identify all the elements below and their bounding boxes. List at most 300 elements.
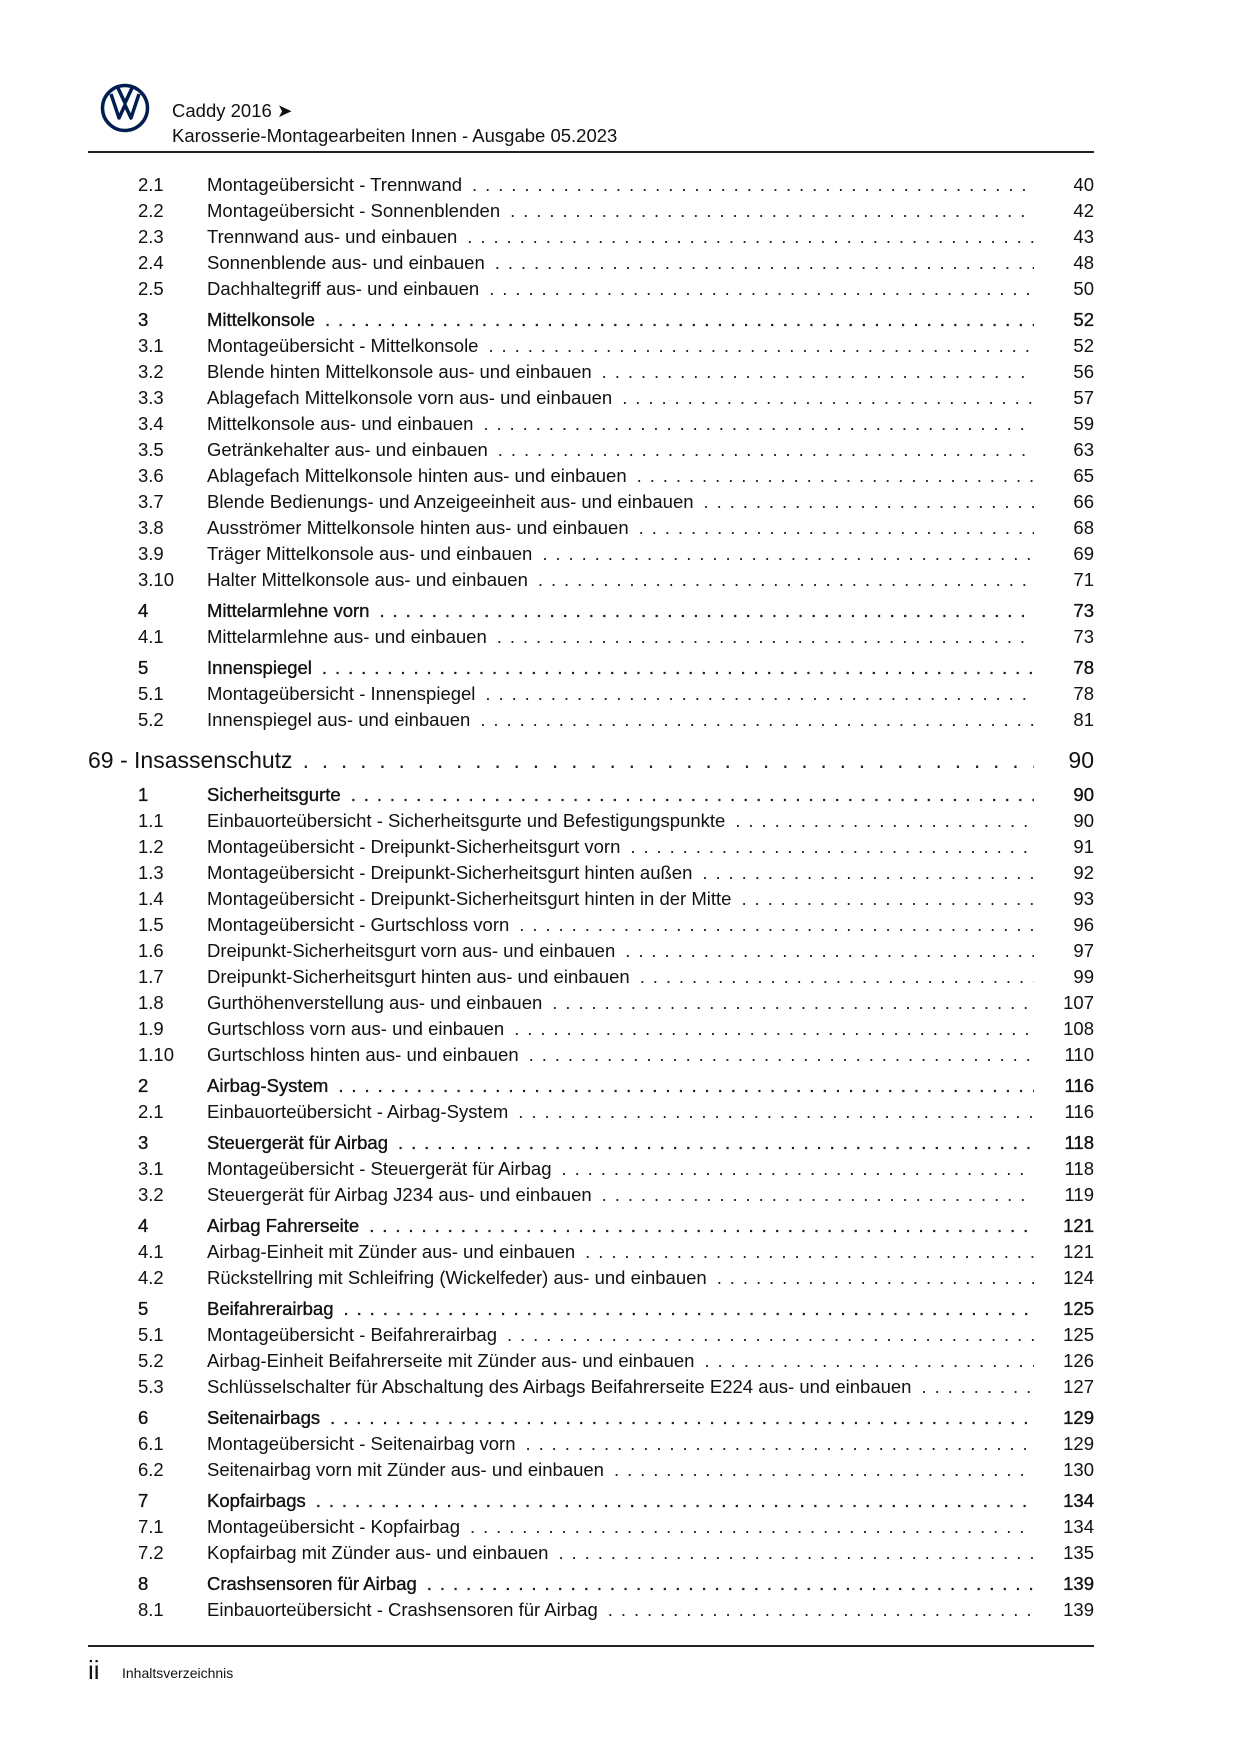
- toc-entry-title[interactable]: Trennwand aus- und einbauen: [207, 226, 458, 247]
- toc-entry-title[interactable]: Airbag-System: [207, 1075, 329, 1096]
- toc-entry-number: 3: [138, 309, 149, 330]
- toc-title-leader: [207, 1213, 1034, 1239]
- toc-entry[interactable]: [88, 276, 1094, 302]
- toc-page-number[interactable]: 52: [1073, 309, 1094, 330]
- toc-entry-number: 5.1: [138, 1324, 164, 1345]
- toc-title-leader: [207, 1597, 1034, 1623]
- toc-entry-title[interactable]: Blende Bedienungs- und Anzeigeeinheit aus- und einbauen: [207, 491, 694, 512]
- toc-page-number[interactable]: 66: [1073, 491, 1094, 512]
- toc-page-number[interactable]: 97: [1073, 940, 1094, 961]
- dot-leader: [717, 1265, 1034, 1291]
- page-number: ii: [88, 1655, 100, 1685]
- toc-entry-title[interactable]: Innenspiegel aus- und einbauen: [207, 709, 471, 730]
- toc-entry-title[interactable]: Mittelarmlehne vorn: [207, 600, 370, 621]
- toc-entry[interactable]: [88, 886, 1094, 912]
- toc-entry-title[interactable]: Dreipunkt-Sicherheitsgurt vorn aus- und einbauen: [207, 940, 616, 961]
- toc-title-leader: [207, 1296, 1034, 1322]
- dot-leader: [704, 1348, 1034, 1374]
- toc-entry-number: 3.1: [138, 335, 164, 356]
- toc-entry[interactable]: [88, 624, 1094, 650]
- dot-leader: [316, 1488, 1034, 1514]
- toc-entry-number: 7: [138, 1490, 149, 1511]
- toc-title-leader: [207, 1130, 1034, 1156]
- dot-leader: [497, 624, 1034, 650]
- toc-title-leader: [207, 172, 1034, 198]
- dot-leader: [625, 938, 1034, 964]
- toc-page-number[interactable]: 40: [1073, 174, 1094, 195]
- toc-title-leader: [207, 808, 1034, 834]
- dot-leader: [344, 1296, 1035, 1322]
- toc-entry-number: 1.9: [138, 1018, 164, 1039]
- dot-leader: [637, 463, 1034, 489]
- toc-entry[interactable]: [88, 912, 1094, 938]
- toc-entry-title[interactable]: Montageübersicht - Mittelkonsole: [207, 335, 479, 356]
- toc-entry[interactable]: [88, 1348, 1094, 1374]
- dot-leader: [485, 681, 1034, 707]
- dot-leader: [427, 1571, 1034, 1597]
- toc-entry-title[interactable]: Rückstellring mit Schleifring (Wickelfeder) aus- und einbauen: [207, 1267, 707, 1288]
- dot-leader: [640, 964, 1034, 990]
- toc-entry-title[interactable]: Montageübersicht - Beifahrerairbag: [207, 1324, 497, 1345]
- toc-entry-title[interactable]: Sicherheitsgurte: [207, 784, 341, 805]
- toc-title-leader: [207, 1348, 1034, 1374]
- dot-leader: [608, 1597, 1034, 1623]
- toc-page-number[interactable]: 108: [1063, 1018, 1094, 1039]
- toc-entry-title[interactable]: Schlüsselschalter für Abschaltung des Airbags Beifahrerseite E224 aus- und einbauen: [207, 1376, 912, 1397]
- dot-leader: [510, 198, 1034, 224]
- toc-entry-title[interactable]: Innenspiegel: [207, 657, 312, 678]
- toc-entry-title[interactable]: Einbauorteübersicht - Crashsensoren für Airbag: [207, 1599, 598, 1620]
- toc-entry-number: 2.1: [138, 1101, 164, 1122]
- toc-title-leader: [207, 886, 1034, 912]
- toc-section[interactable]: [88, 782, 1094, 808]
- dot-leader: [538, 567, 1034, 593]
- toc-entry-number: 4: [138, 1215, 149, 1236]
- toc-title-leader: [207, 912, 1034, 938]
- toc-entry[interactable]: [88, 1042, 1094, 1068]
- toc-entry-number: 1: [138, 784, 149, 805]
- toc-entry-title[interactable]: Steuergerät für Airbag: [207, 1132, 388, 1153]
- toc-entry-number: 3.3: [138, 387, 164, 408]
- toc-page-number[interactable]: 68: [1073, 517, 1094, 538]
- toc-page-number[interactable]: 59: [1073, 413, 1094, 434]
- toc-page-number[interactable]: 65: [1073, 465, 1094, 486]
- toc-title-leader: [207, 463, 1034, 489]
- toc-entry-title[interactable]: Ausströmer Mittelkonsole hinten aus- und einbauen: [207, 517, 629, 538]
- toc-page-number[interactable]: 125: [1063, 1298, 1094, 1319]
- toc-entry-title[interactable]: Montageübersicht - Innenspiegel: [207, 683, 476, 704]
- toc-entry-number: 1.2: [138, 836, 164, 857]
- toc-entry[interactable]: [88, 411, 1094, 437]
- toc-entry-title[interactable]: Blende hinten Mittelkonsole aus- und einbauen: [207, 361, 592, 382]
- toc-entry[interactable]: [88, 1322, 1094, 1348]
- toc-entry-number: 4.2: [138, 1267, 164, 1288]
- dot-leader: [542, 541, 1034, 567]
- toc-entry-number: 5.2: [138, 1350, 164, 1371]
- toc-title-leader: [207, 250, 1034, 276]
- toc-entry[interactable]: [88, 707, 1094, 733]
- dot-leader: [622, 385, 1034, 411]
- toc-entry-number: 3.9: [138, 543, 164, 564]
- toc-title-leader: [207, 681, 1034, 707]
- toc-entry-title[interactable]: Getränkehalter aus- und einbauen: [207, 439, 488, 460]
- toc-entry-number: 1.1: [138, 810, 164, 831]
- toc-page-number[interactable]: 93: [1073, 888, 1094, 909]
- toc-title-leader: [207, 567, 1034, 593]
- toc-entry-title[interactable]: Airbag-Einheit mit Zünder aus- und einbauen: [207, 1241, 576, 1262]
- toc-entry[interactable]: [88, 333, 1094, 359]
- toc-entry[interactable]: [88, 567, 1094, 593]
- toc-title-leader: [207, 1514, 1034, 1540]
- toc-entry-title[interactable]: Crashsensoren für Airbag: [207, 1573, 417, 1594]
- dot-leader: [322, 655, 1034, 681]
- dot-leader: [379, 598, 1034, 624]
- toc-entry[interactable]: [88, 172, 1094, 198]
- toc-entry-number: 7.1: [138, 1516, 164, 1537]
- toc-title-leader: [207, 964, 1034, 990]
- dot-leader: [921, 1374, 1034, 1400]
- footer-divider: [88, 1645, 1094, 1647]
- toc-page-number[interactable]: 129: [1063, 1433, 1094, 1454]
- toc-page-number[interactable]: 78: [1073, 683, 1094, 704]
- dot-leader: [519, 912, 1034, 938]
- document-title: Caddy 2016 ➤: [172, 100, 293, 121]
- toc-entry-title[interactable]: Mittelarmlehne aus- und einbauen: [207, 626, 487, 647]
- toc-page-number[interactable]: 78: [1073, 657, 1094, 678]
- toc-title-leader: [207, 598, 1034, 624]
- dot-leader: [585, 1239, 1034, 1265]
- toc-page-number[interactable]: 121: [1063, 1215, 1094, 1236]
- toc-entry-number: 2.2: [138, 200, 164, 221]
- footer-label: Inhaltsverzeichnis: [122, 1665, 234, 1681]
- toc-page-number[interactable]: 52: [1073, 335, 1094, 356]
- toc-entry[interactable]: [88, 808, 1094, 834]
- toc-title-leader: [207, 990, 1034, 1016]
- toc-entry-title[interactable]: Montageübersicht - Steuergerät für Airbag: [207, 1158, 552, 1179]
- toc-entry-number: 5.3: [138, 1376, 164, 1397]
- toc-title-leader: [207, 1322, 1034, 1348]
- toc-page-number[interactable]: 116: [1064, 1075, 1094, 1096]
- toc-entry-number: 3: [138, 1132, 149, 1153]
- toc-entry-title[interactable]: Mittelkonsole: [207, 309, 315, 330]
- toc-entry-title[interactable]: Gurtschloss hinten aus- und einbauen: [207, 1044, 519, 1065]
- toc-entry-title[interactable]: Dreipunkt-Sicherheitsgurt hinten aus- und einbauen: [207, 966, 630, 987]
- toc-title-leader: [207, 834, 1034, 860]
- toc-entry[interactable]: [88, 198, 1094, 224]
- toc-title-leader: [207, 359, 1034, 385]
- toc-page-number[interactable]: 69: [1073, 543, 1094, 564]
- toc-page-number[interactable]: 57: [1073, 387, 1094, 408]
- toc-page-number[interactable]: 110: [1064, 1044, 1094, 1065]
- toc-entry[interactable]: [88, 860, 1094, 886]
- toc-page-number[interactable]: 71: [1073, 569, 1094, 590]
- toc-title-leader: [88, 743, 1034, 777]
- toc-title-leader: [207, 541, 1034, 567]
- toc-entry[interactable]: [88, 1156, 1094, 1182]
- toc-entry-title[interactable]: Seitenairbag vorn mit Zünder aus- und einbauen: [207, 1459, 604, 1480]
- toc-title-leader: [207, 515, 1034, 541]
- dot-leader: [325, 307, 1034, 333]
- toc-page-number[interactable]: 63: [1073, 439, 1094, 460]
- dot-leader: [488, 333, 1034, 359]
- toc-entry-title[interactable]: Montageübersicht - Kopfairbag: [207, 1516, 460, 1537]
- toc-page-number[interactable]: 81: [1073, 709, 1094, 730]
- toc-entry[interactable]: [88, 541, 1094, 567]
- toc-title-leader: [207, 1156, 1034, 1182]
- toc-entry-title[interactable]: Mittelkonsole aus- und einbauen: [207, 413, 474, 434]
- toc-page-number[interactable]: 139: [1063, 1599, 1094, 1620]
- dot-leader: [483, 411, 1034, 437]
- dot-leader: [470, 1514, 1034, 1540]
- toc-entry-number: 1.6: [138, 940, 164, 961]
- toc-page-number[interactable]: 99: [1073, 966, 1094, 987]
- toc-entry-number: 1.5: [138, 914, 164, 935]
- table-of-contents: [88, 172, 1094, 1623]
- toc-page-number[interactable]: 118: [1064, 1158, 1094, 1179]
- toc-page-number[interactable]: 127: [1063, 1376, 1094, 1397]
- toc-entry[interactable]: [88, 834, 1094, 860]
- toc-page-number[interactable]: 134: [1063, 1516, 1094, 1537]
- toc-page-number[interactable]: 124: [1063, 1267, 1094, 1288]
- toc-page-number[interactable]: 90: [1068, 747, 1094, 773]
- toc-page-number[interactable]: 96: [1073, 914, 1094, 935]
- toc-section[interactable]: [88, 598, 1094, 624]
- toc-entry-title[interactable]: Montageübersicht - Sonnenblenden: [207, 200, 501, 221]
- toc-entry[interactable]: [88, 437, 1094, 463]
- toc-title-leader: [207, 1239, 1034, 1265]
- toc-entry-number: 2.4: [138, 252, 164, 273]
- toc-entry-number: 3.7: [138, 491, 164, 512]
- toc-entry-title[interactable]: Beifahrerairbag: [207, 1298, 334, 1319]
- dot-leader: [602, 1182, 1034, 1208]
- toc-entry-number: 3.2: [138, 1184, 164, 1205]
- toc-entry-number: 5.2: [138, 709, 164, 730]
- document-subtitle: Karosserie-Montagearbeiten Innen - Ausgabe 05.2023: [172, 125, 618, 146]
- toc-section[interactable]: [88, 1405, 1094, 1431]
- toc-page-number[interactable]: 116: [1064, 1101, 1094, 1122]
- dot-leader: [526, 1431, 1034, 1457]
- dot-leader: [495, 250, 1034, 276]
- toc-entry-number: 1.8: [138, 992, 164, 1013]
- toc-entry-number: 2.3: [138, 226, 164, 247]
- toc-entry[interactable]: [88, 1182, 1094, 1208]
- toc-page-number[interactable]: 50: [1073, 278, 1094, 299]
- toc-page-number[interactable]: 130: [1063, 1459, 1094, 1480]
- toc-title-leader: [207, 1405, 1034, 1431]
- toc-page-number[interactable]: 134: [1063, 1490, 1094, 1511]
- toc-page-number[interactable]: 121: [1063, 1241, 1094, 1262]
- toc-entry[interactable]: [88, 1597, 1094, 1623]
- toc-title-leader: [207, 938, 1034, 964]
- toc-page-number[interactable]: 92: [1073, 862, 1094, 883]
- toc-page-number[interactable]: 43: [1073, 226, 1094, 247]
- toc-page-number[interactable]: 107: [1063, 992, 1094, 1013]
- toc-entry-title[interactable]: Montageübersicht - Seitenairbag vorn: [207, 1433, 516, 1454]
- toc-entry-number: 3.1: [138, 1158, 164, 1179]
- toc-entry-number: 4.1: [138, 626, 164, 647]
- toc-entry-number: 3.8: [138, 517, 164, 538]
- toc-page-number[interactable]: 135: [1063, 1542, 1094, 1563]
- toc-page-number[interactable]: 118: [1064, 1132, 1094, 1153]
- toc-title-leader: [207, 1457, 1034, 1483]
- toc-page-number[interactable]: 139: [1063, 1573, 1094, 1594]
- toc-page-number[interactable]: 91: [1073, 836, 1094, 857]
- toc-page-number[interactable]: 90: [1073, 784, 1094, 805]
- toc-entry-number: 8.1: [138, 1599, 164, 1620]
- toc-entry[interactable]: [88, 1239, 1094, 1265]
- toc-entry[interactable]: [88, 938, 1094, 964]
- toc-section[interactable]: [88, 1296, 1094, 1322]
- toc-entry-number: 3.6: [138, 465, 164, 486]
- toc-entry-title[interactable]: Montageübersicht - Trennwand: [207, 174, 463, 195]
- dot-leader: [614, 1457, 1034, 1483]
- toc-entry-number: 5: [138, 657, 149, 678]
- toc-page-number[interactable]: 56: [1073, 361, 1094, 382]
- dot-leader: [741, 886, 1034, 912]
- toc-entry[interactable]: [88, 1457, 1094, 1483]
- toc-title-leader: [207, 385, 1034, 411]
- toc-title-leader: [207, 860, 1034, 886]
- dot-leader: [303, 743, 1034, 777]
- toc-page-number[interactable]: 129: [1063, 1407, 1094, 1428]
- dot-leader: [529, 1042, 1034, 1068]
- dot-leader: [467, 224, 1034, 250]
- toc-section[interactable]: [88, 655, 1094, 681]
- toc-title-leader: [207, 1042, 1034, 1068]
- toc-entry-number: 4.1: [138, 1241, 164, 1262]
- toc-title-leader: [207, 307, 1034, 333]
- toc-entry-title[interactable]: Gurtschloss vorn aus- und einbauen: [207, 1018, 505, 1039]
- dot-leader: [639, 515, 1034, 541]
- toc-page-number[interactable]: 42: [1073, 200, 1094, 221]
- toc-entry-title[interactable]: 69 - Insassenschutz: [88, 747, 293, 773]
- toc-entry-title[interactable]: Einbauorteübersicht - Airbag-System: [207, 1101, 509, 1122]
- toc-entry-title[interactable]: Sonnenblende aus- und einbauen: [207, 252, 485, 273]
- toc-entry[interactable]: [88, 1431, 1094, 1457]
- dot-leader: [518, 1099, 1034, 1125]
- toc-entry[interactable]: [88, 1540, 1094, 1566]
- vw-logo-icon: [100, 83, 150, 133]
- toc-entry-title[interactable]: Airbag-Einheit Beifahrerseite mit Zünder aus- und einbauen: [207, 1350, 695, 1371]
- toc-section[interactable]: [88, 1213, 1094, 1239]
- toc-entry-title[interactable]: Seitenairbags: [207, 1407, 321, 1428]
- toc-title-leader: [207, 1488, 1034, 1514]
- dot-leader: [630, 834, 1034, 860]
- toc-entry-title[interactable]: Ablagefach Mittelkonsole vorn aus- und einbauen: [207, 387, 613, 408]
- toc-entry-title[interactable]: Montageübersicht - Dreipunkt-Sicherheitsgurt hinten außen: [207, 862, 693, 883]
- toc-page-number[interactable]: 48: [1073, 252, 1094, 273]
- toc-entry[interactable]: [88, 489, 1094, 515]
- toc-entry-title[interactable]: Träger Mittelkonsole aus- und einbauen: [207, 543, 533, 564]
- toc-entry-number: 3.2: [138, 361, 164, 382]
- toc-title-leader: [207, 624, 1034, 650]
- toc-entry-title[interactable]: Ablagefach Mittelkonsole hinten aus- und einbauen: [207, 465, 627, 486]
- dot-leader: [735, 808, 1034, 834]
- toc-title-leader: [207, 1182, 1034, 1208]
- toc-entry-number: 3.5: [138, 439, 164, 460]
- toc-page-number[interactable]: 126: [1063, 1350, 1094, 1371]
- toc-entry-number: 5: [138, 1298, 149, 1319]
- toc-entry[interactable]: [88, 515, 1094, 541]
- dot-leader: [330, 1405, 1034, 1431]
- toc-entry-number: 2.5: [138, 278, 164, 299]
- toc-title-leader: [207, 782, 1034, 808]
- toc-title-leader: [207, 707, 1034, 733]
- toc-entry[interactable]: [88, 1374, 1094, 1400]
- toc-entry-title[interactable]: Kopfairbags: [207, 1490, 306, 1511]
- toc-title-leader: [207, 1073, 1034, 1099]
- toc-entry-title[interactable]: Halter Mittelkonsole aus- und einbauen: [207, 569, 528, 590]
- toc-entry[interactable]: [88, 990, 1094, 1016]
- toc-entry-title[interactable]: Montageübersicht - Gurtschloss vorn: [207, 914, 510, 935]
- dot-leader: [602, 359, 1034, 385]
- toc-entry[interactable]: [88, 463, 1094, 489]
- toc-entry[interactable]: [88, 224, 1094, 250]
- toc-section[interactable]: [88, 1488, 1094, 1514]
- toc-title-leader: [207, 1431, 1034, 1457]
- toc-entry-number: 3.4: [138, 413, 164, 434]
- toc-section[interactable]: [88, 307, 1094, 333]
- toc-page-number[interactable]: 73: [1073, 600, 1094, 621]
- toc-title-leader: [207, 198, 1034, 224]
- toc-entry[interactable]: [88, 1265, 1094, 1291]
- toc-entry-title[interactable]: Gurthöhenverstellung aus- und einbauen: [207, 992, 543, 1013]
- toc-page-number[interactable]: 73: [1073, 626, 1094, 647]
- toc-title-leader: [207, 1099, 1034, 1125]
- toc-entry-number: 1.10: [138, 1044, 175, 1065]
- toc-section[interactable]: [88, 1571, 1094, 1597]
- toc-entry-number: 1.4: [138, 888, 164, 909]
- toc-chapter[interactable]: [88, 743, 1094, 777]
- toc-entry-number: 6.1: [138, 1433, 164, 1454]
- dot-leader: [562, 1156, 1035, 1182]
- toc-title-leader: [207, 333, 1034, 359]
- toc-entry-title[interactable]: Montageübersicht - Dreipunkt-Sicherheitsgurt hinten in der Mitte: [207, 888, 732, 909]
- toc-entry-number: 8: [138, 1573, 149, 1594]
- toc-entry-number: 3.10: [138, 569, 175, 590]
- toc-entry-title[interactable]: Airbag Fahrerseite: [207, 1215, 360, 1236]
- toc-entry-title[interactable]: Einbauorteübersicht - Sicherheitsgurte und Befestigungspunkte: [207, 810, 726, 831]
- toc-entry[interactable]: [88, 1016, 1094, 1042]
- toc-entry-title[interactable]: Montageübersicht - Dreipunkt-Sicherheitsgurt vorn: [207, 836, 621, 857]
- toc-title-leader: [207, 1265, 1034, 1291]
- toc-section[interactable]: [88, 1073, 1094, 1099]
- header-divider: [88, 151, 1094, 153]
- dot-leader: [514, 1016, 1034, 1042]
- toc-entry-title[interactable]: Kopfairbag mit Zünder aus- und einbauen: [207, 1542, 549, 1563]
- toc-entry[interactable]: [88, 964, 1094, 990]
- toc-entry[interactable]: [88, 1099, 1094, 1125]
- dot-leader: [704, 489, 1034, 515]
- toc-entry-title[interactable]: Steuergerät für Airbag J234 aus- und einbauen: [207, 1184, 592, 1205]
- toc-entry[interactable]: [88, 359, 1094, 385]
- toc-entry-number: 2: [138, 1075, 149, 1096]
- toc-entry[interactable]: [88, 250, 1094, 276]
- toc-entry-number: 6: [138, 1407, 149, 1428]
- toc-page-number[interactable]: 119: [1064, 1184, 1094, 1205]
- toc-section[interactable]: [88, 1130, 1094, 1156]
- toc-entry[interactable]: [88, 1514, 1094, 1540]
- toc-entry-title[interactable]: Dachhaltegriff aus- und einbauen: [207, 278, 480, 299]
- toc-page-number[interactable]: 90: [1073, 810, 1094, 831]
- toc-entry[interactable]: [88, 681, 1094, 707]
- toc-title-leader: [207, 1571, 1034, 1597]
- dot-leader: [480, 707, 1034, 733]
- toc-page-number[interactable]: 125: [1063, 1324, 1094, 1345]
- toc-entry[interactable]: [88, 385, 1094, 411]
- toc-title-leader: [207, 655, 1034, 681]
- dot-leader: [702, 860, 1034, 886]
